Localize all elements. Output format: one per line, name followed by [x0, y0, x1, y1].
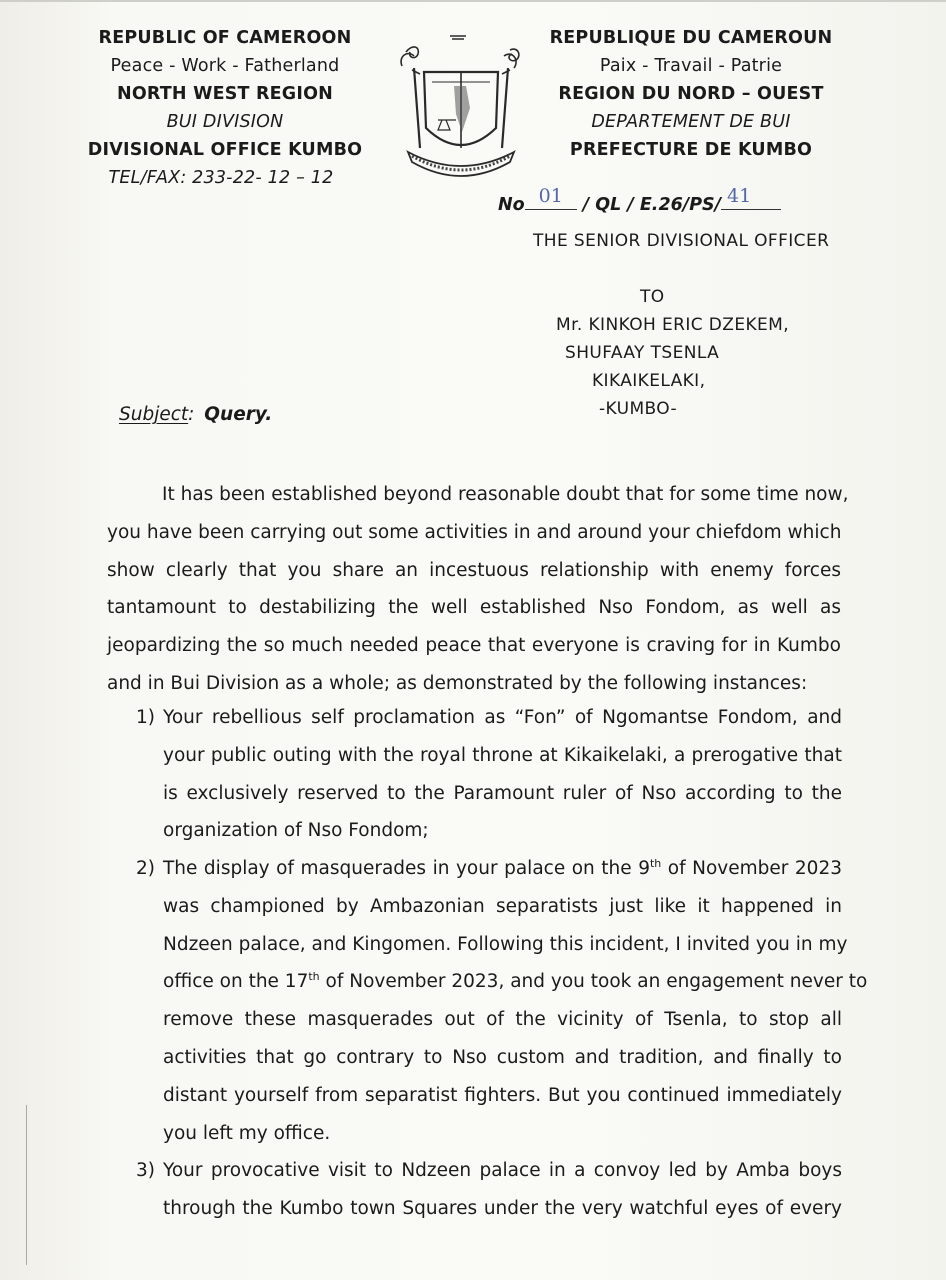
recipient-to: TO: [640, 287, 665, 307]
list-item-line: activities that go contrary to Nso custom and tradition, and finally to: [163, 1046, 842, 1068]
list-item-line: office on the 17th of November 2023, and you took an engagement never to: [163, 970, 868, 993]
intro-line: show clearly that you share an incestuous relationship with enemy forces: [107, 559, 841, 581]
intro-line: jeopardizing the so much needed peace that everyone is craving for in Kumbo: [107, 635, 841, 657]
list-item-text: [163, 1152, 842, 1228]
header-right: [540, 24, 842, 164]
header-right-country: REPUBLIQUE DU CAMEROUN: [549, 28, 833, 48]
recipient-block: [540, 283, 860, 423]
intro-line: and in Bui Division as a whole; as demonstrated by the following instances:: [107, 672, 808, 694]
recipient-town: -KUMBO-: [599, 399, 678, 419]
list-item-line: you left my office.: [163, 1122, 331, 1144]
list-item-line: your public outing with the royal throne at Kikaikelaki, a prerogative that: [163, 744, 842, 766]
subject-line: Subject: Query.: [119, 404, 273, 425]
header-left-division: BUI DIVISION: [166, 112, 284, 132]
intro-line: tantamount to destabilizing the well established Nso Fondom, as well as: [107, 597, 841, 619]
subject-label: Subject: [119, 404, 189, 425]
reference-number-handwritten: 01: [538, 185, 563, 207]
header-right-prefecture: PREFECTURE DE KUMBO: [569, 140, 813, 160]
reference-number-blank: [525, 185, 577, 210]
list-item-line: remove these masquerades out of the vicinity of Tsenla, to stop all: [163, 1009, 842, 1031]
recipient-place: KIKAIKELAKI,: [592, 371, 706, 391]
recipient-title: SHUFAAY TSENLA: [565, 343, 720, 363]
margin-line: [26, 1105, 27, 1265]
coat-of-arms-emblem: [392, 28, 530, 178]
header-left: [80, 24, 370, 192]
list-item-line: distant yourself from separatist fighters. But you continued immediately: [163, 1084, 842, 1106]
list-item-line: Ndzeen palace, and Kingomen. Following this incident, I invited you in my: [163, 933, 848, 955]
recipient-name: Mr. KINKOH ERIC DZEKEM,: [556, 315, 790, 335]
list-item-line: is exclusively reserved to the Paramount ruler of Nso according to the: [163, 782, 842, 804]
list-item-line: The display of masquerades in your palace on the 9th of November 2023: [163, 857, 842, 879]
sender-title: THE SENIOR DIVISIONAL OFFICER: [533, 231, 830, 251]
list-item-text: [163, 699, 842, 850]
header-right-region: REGION DU NORD – OUEST: [558, 84, 824, 104]
header-left-telfax: TEL/FAX: 233-22- 12 – 12: [108, 168, 334, 188]
header-right-department: DEPARTEMENT DE BUI: [591, 112, 791, 132]
list-item-line: organization of Nso Fondom;: [163, 820, 429, 842]
page-top-edge: [0, 0, 946, 2]
list-item-line: Your rebellious self proclamation as “Fon” of Ngomantse Fondom, and: [163, 707, 842, 728]
header-right-motto: Paix - Travail - Patrie: [599, 56, 783, 76]
list-item-text: [163, 850, 868, 1152]
reference-prefix: No: [498, 195, 525, 215]
reference-number: [498, 185, 781, 215]
intro-paragraph: [107, 476, 849, 703]
header-left-office: DIVISIONAL OFFICE KUMBO: [87, 140, 363, 160]
subject-value: Query.: [204, 404, 273, 425]
reference-suffix-blank: [721, 185, 781, 210]
list-item-number: 1): [136, 707, 155, 728]
header-left-motto: Peace - Work - Fatherland: [110, 56, 340, 76]
intro-line: It has been established beyond reasonable doubt that for some time now,: [162, 484, 849, 505]
list-item-line: through the Kumbo town Squares under the very watchful eyes of every: [163, 1197, 842, 1219]
reference-middle: / QL / E.26/PS/: [582, 195, 722, 215]
list-item-line: was championed by Ambazonian separatists just like it happened in: [163, 895, 842, 917]
header-left-region: NORTH WEST REGION: [116, 84, 333, 104]
list-item-number: 2): [136, 858, 155, 879]
list-item-line: Your provocative visit to Ndzeen palace in a convoy led by Amba boys: [163, 1160, 842, 1181]
reference-suffix-handwritten: 41: [727, 185, 752, 207]
header-left-country: REPUBLIC OF CAMEROON: [98, 28, 352, 48]
list-item-number: 3): [136, 1160, 155, 1181]
intro-line: you have been carrying out some activities in and around your chiefdom which: [107, 521, 842, 543]
